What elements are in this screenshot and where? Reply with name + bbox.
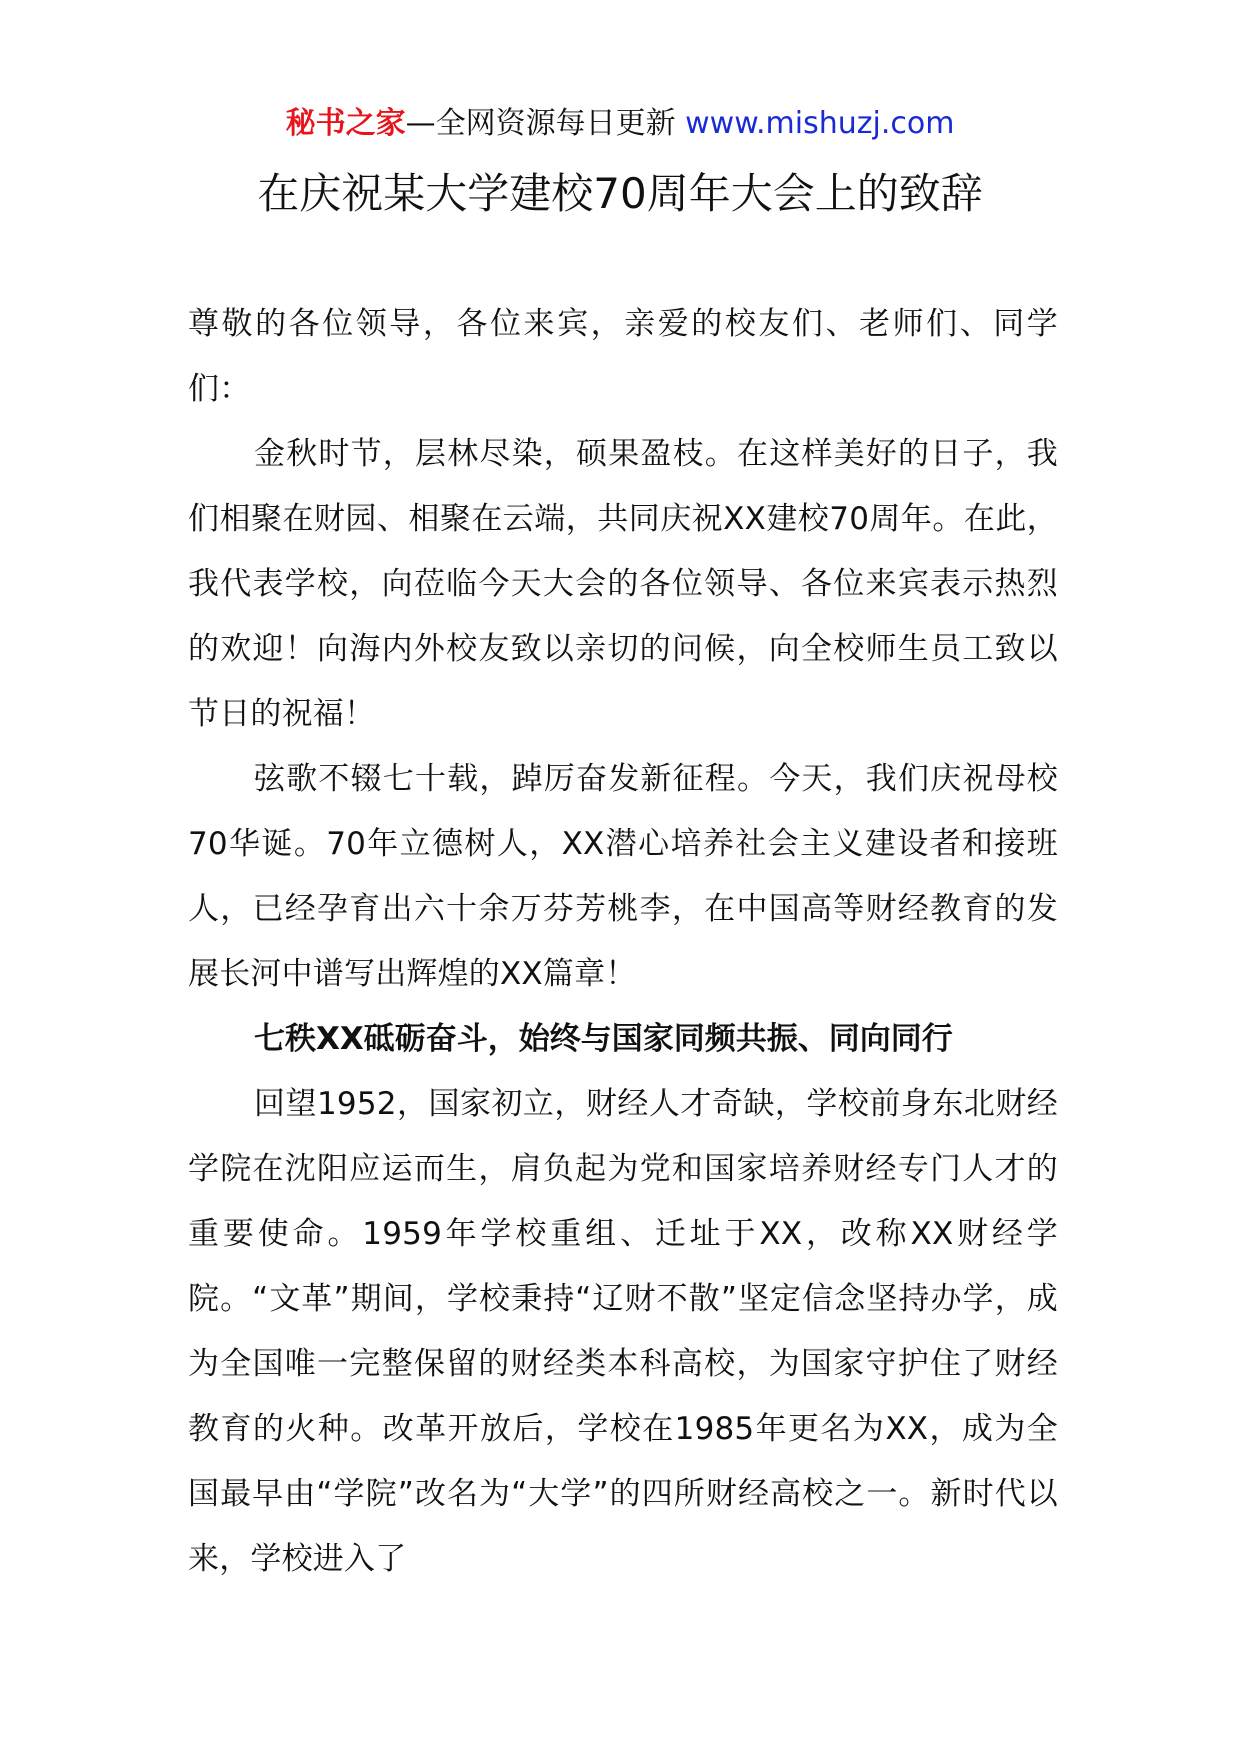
site-url-link[interactable]: www.mishuzj.com [685, 106, 955, 141]
site-header [0, 102, 1240, 146]
section-heading: 七秩XX砥砺奋斗，始终与国家同频共振、同向同行 [254, 1021, 953, 1057]
body-paragraph: 金秋时节，层林尽染，硕果盈枝。在这样美好的日子，我们相聚在财园、相聚在云端，共同庆祝XX建校70周年。在此，我代表学校，向莅临今天大会的各位领导、各位来宾表示热烈的欢迎！向海内外校友致以亲切的问候，向全校师生员工致以节日的祝福！ [188, 436, 1058, 732]
header-tagline: —全网资源每日更新 [405, 106, 686, 141]
document-title: 在庆祝某大学建校70周年大会上的致辞 [257, 169, 983, 218]
salutation: 尊敬的各位领导，各位来宾，亲爱的校友们、老师们、同学们： [188, 306, 1058, 407]
body-paragraph: 弦歌不辍七十载，踔厉奋发新征程。今天，我们庆祝母校70华诞。70年立德树人，XX潜心培养社会主义建设者和接班人，已经孕育出六十余万芬芳桃李，在中国高等财经教育的发展长河中谱写出辉煌的XX篇章！ [188, 761, 1058, 992]
body-paragraph: 回望1952，国家初立，财经人才奇缺，学校前身东北财经学院在沈阳应运而生，肩负起为党和国家培养财经专门人才的重要使命。1959年学校重组、迁址于XX，改称XX财经学院。“文革”期间，学校秉持“辽财不散”坚定信念坚持办学，成为全国唯一完整保留的财经类本科高校，为国家守护住了财经教育的火种。改革开放后，学校在1985年更名为XX，成为全国最早由“学院”改名为“大学”的四所财经高校之一。新时代以来，学校进入了 [188, 1086, 1058, 1577]
brand-name: 秘书之家 [285, 106, 406, 141]
document-body [188, 292, 1058, 1592]
